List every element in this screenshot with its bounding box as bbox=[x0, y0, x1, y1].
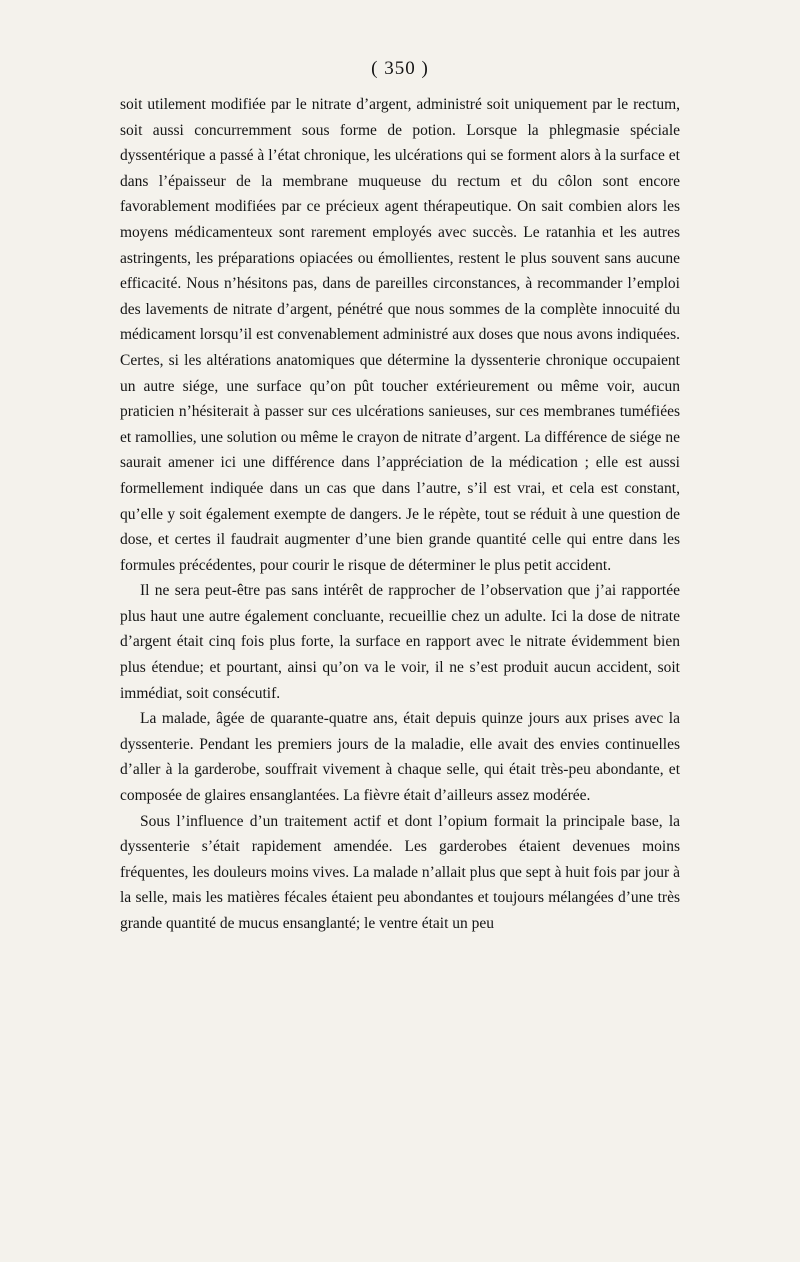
page-number: ( 350 ) bbox=[371, 58, 429, 79]
paragraph-4: Sous l’influence d’un traitement actif et dont l’opium formait la principale base, la dyssenterie s’était rapidement amendée. Les garderobes étaient devenues moins fréquentes, les douleurs moins vives. La malade n’allait plus que sept à huit fois par jour à la selle, mais les matières fécales étaient peu abondantes et toujours mélangées d’une très grande quantité de mucus ensanglanté; le ventre était un peu bbox=[120, 812, 680, 932]
paragraph-2: Il ne sera peut-être pas sans intérêt de rapprocher de l’observation que j’ai rapportée plus haut une autre également concluante, recueillie chez un adulte. Ici la dose de nitrate d’argent était cinq fois plus forte, la surface en rapport avec le nitrate évidemment bien plus étendue; et pourtant, ainsi qu’on va le voir, il ne s’est produit aucun accident, soit immédiat, soit consécutif. bbox=[120, 582, 680, 702]
paragraph-1: soit utilement modifiée par le nitrate d’argent, administré soit uniquement par le rectum, soit aussi concurremment sous forme de potion. Lorsque la phlegmasie spéciale dyssentérique a passé à l’état chronique, les ulcérations qui se forment alors à la surface et dans l’épaisseur de la membrane muqueuse du rectum et du côlon sont encore favorablement modifiées par ce précieux agent thérapeutique. On sait combien alors les moyens médicamenteux sont rarement employés avec succès. Le ratanhia et les autres astringents, les préparations opiacées ou émollientes, restent le plus souvent sans aucune efficacité. Nous n’hésitons pas, dans de pareilles circonstances, à recommander l’emploi des lavements de nitrate d’argent, pénétré que nous sommes de la complète innocuité du médicament lorsqu’il est convenablement administré aux doses que nous avons indiquées. Certes, si les altérations anatomiques que détermine la dyssenterie chronique occupaient un autre siége, une surface qu’on pût toucher extérieurement ou même voir, aucun praticien n’hésiterait à passer sur ces ulcérations sanieuses, sur ces membranes tuméfiées et ramollies, une solution ou même le crayon de nitrate d’argent. La différence de siége ne saurait amener ici une différence dans l’appréciation de la médication ; elle est aussi formellement indiquée dans un cas que dans l’autre, s’il est vrai, et cela est constant, qu’elle y soit également exempte de dangers. Je le répète, tout se réduit à une question de dose, et certes il faudrait augmenter d’une bien grande quantité celle qui entre dans les formules précédentes, pour courir le risque de déterminer le plus petit accident. bbox=[120, 96, 680, 574]
paragraph-3: La malade, âgée de quarante-quatre ans, était depuis quinze jours aux prises avec la dyssenterie. Pendant les premiers jours de la maladie, elle avait des envies continuelles d’aller à la garderobe, souffrait vivement à chaque selle, qui était très-peu abondante, et composée de glaires ensanglantées. La fièvre était d’ailleurs assez modérée. bbox=[120, 710, 680, 805]
body-text bbox=[120, 92, 680, 937]
